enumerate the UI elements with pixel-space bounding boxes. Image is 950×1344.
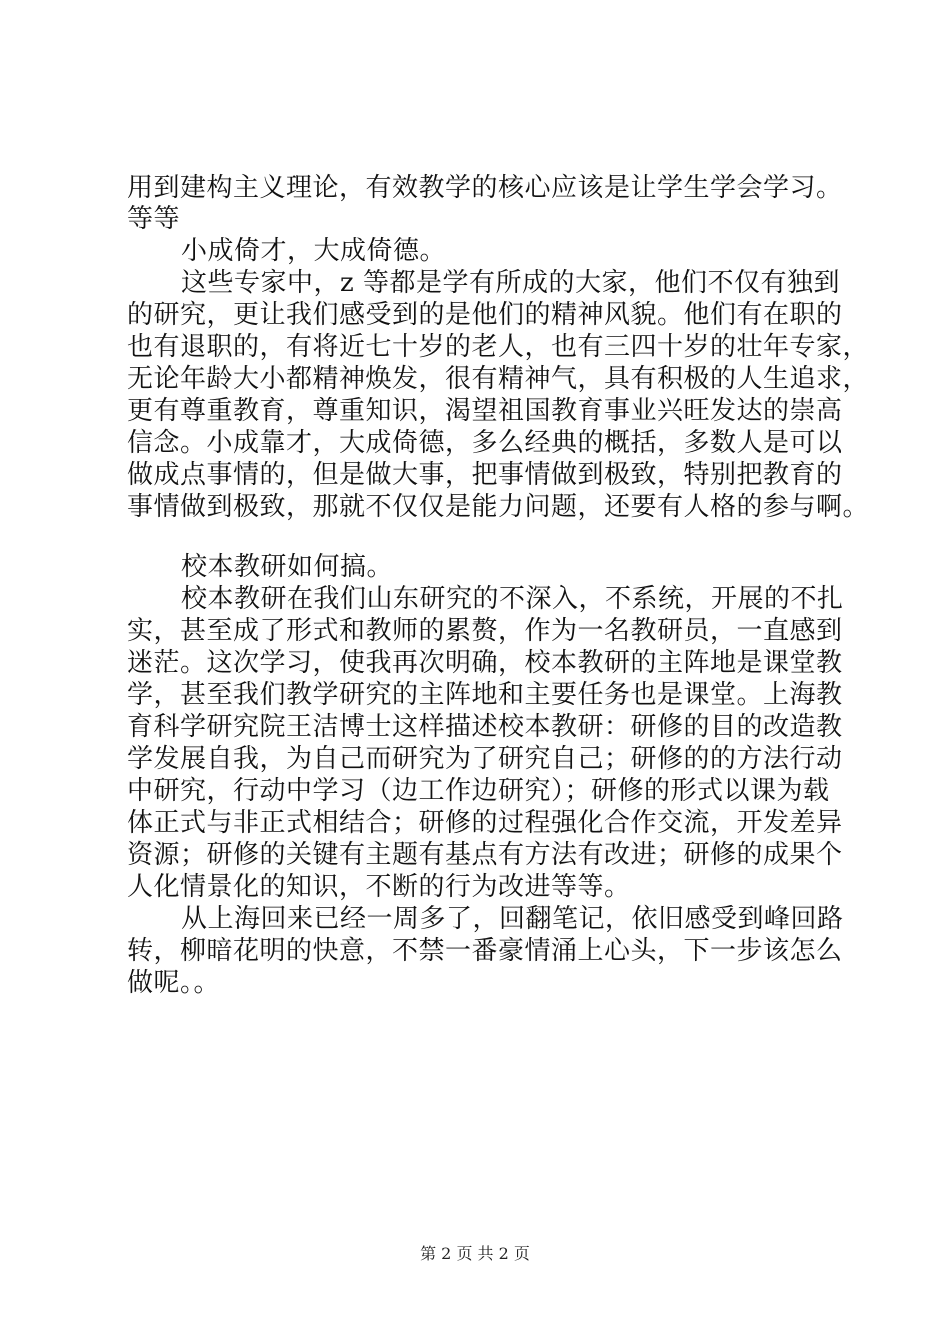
text-line: 学，甚至我们教学研究的主阵地和主要任务也是课堂。上海教	[127, 680, 843, 710]
text-line: 实，甚至成了形式和教师的累赘，作为一名教研员，一直感到	[127, 616, 843, 646]
text-line: 信念。小成靠才，大成倚德，多么经典的概括，多数人是可以	[127, 428, 843, 458]
text-line: 从上海回来已经一周多了，回翻笔记，依旧感受到峰回路	[181, 904, 844, 934]
text-line: 人化情景化的知识，不断的行为改进等等。	[127, 872, 631, 902]
document-body	[127, 173, 870, 999]
text-line: 这些专家中，z 等都是学有所成的大家，他们不仅有独到	[181, 268, 840, 298]
text-line: 校本教研在我们山东研究的不深入，不系统，开展的不扎	[181, 584, 844, 614]
text-line: 做成点事情的，但是做大事，把事情做到极致，特别把教育的	[127, 460, 843, 490]
text-line: 事情做到极致，那就不仅仅是能力问题，还要有人格的参与啊。	[127, 492, 870, 522]
text-line: 更有尊重教育，尊重知识，渴望祖国教育事业兴旺发达的崇高	[127, 396, 843, 426]
text-line: 转，柳暗花明的快意，不禁一番豪情涌上心头，下一步该怎么	[127, 936, 843, 966]
paragraph-gap	[127, 523, 839, 551]
text-line: 也有退职的，有将近七十岁的老人，也有三四十岁的壮年专家，	[127, 332, 870, 362]
text-line: 校本教研如何搞。	[181, 552, 394, 582]
text-line: 做呢。。	[127, 968, 221, 998]
text-line: 体正式与非正式相结合；研修的过程强化合作交流，开发差异	[127, 808, 843, 838]
text-line: 资源；研修的关键有主题有基点有方法有改进；研修的成果个	[127, 840, 843, 870]
text-line: 的研究，更让我们感受到的是他们的精神风貌。他们有在职的	[127, 300, 843, 330]
text-line: 用到建构主义理论，有效教学的核心应该是让学生学会学习。	[127, 173, 843, 203]
text-line: 育科学研究院王洁博士这样描述校本教研：研修的目的改造教	[127, 712, 843, 742]
text-line: 中研究，行动中学习（边工作边研究）；研修的形式以课为载	[127, 776, 830, 806]
text-line: 迷茫。这次学习，使我再次明确，校本教研的主阵地是课堂教	[127, 648, 843, 678]
page-number-footer: 第 2 页 共 2 页	[420, 1244, 530, 1263]
text-line: 无论年龄大小都精神焕发，很有精神气，具有积极的人生追求，	[127, 364, 870, 394]
text-line: 学发展自我，为自己而研究为了研究自己；研修的的方法行动	[127, 744, 843, 774]
text-line: 小成倚才，大成倚德。	[181, 236, 447, 266]
text-line: 等等	[127, 204, 181, 234]
